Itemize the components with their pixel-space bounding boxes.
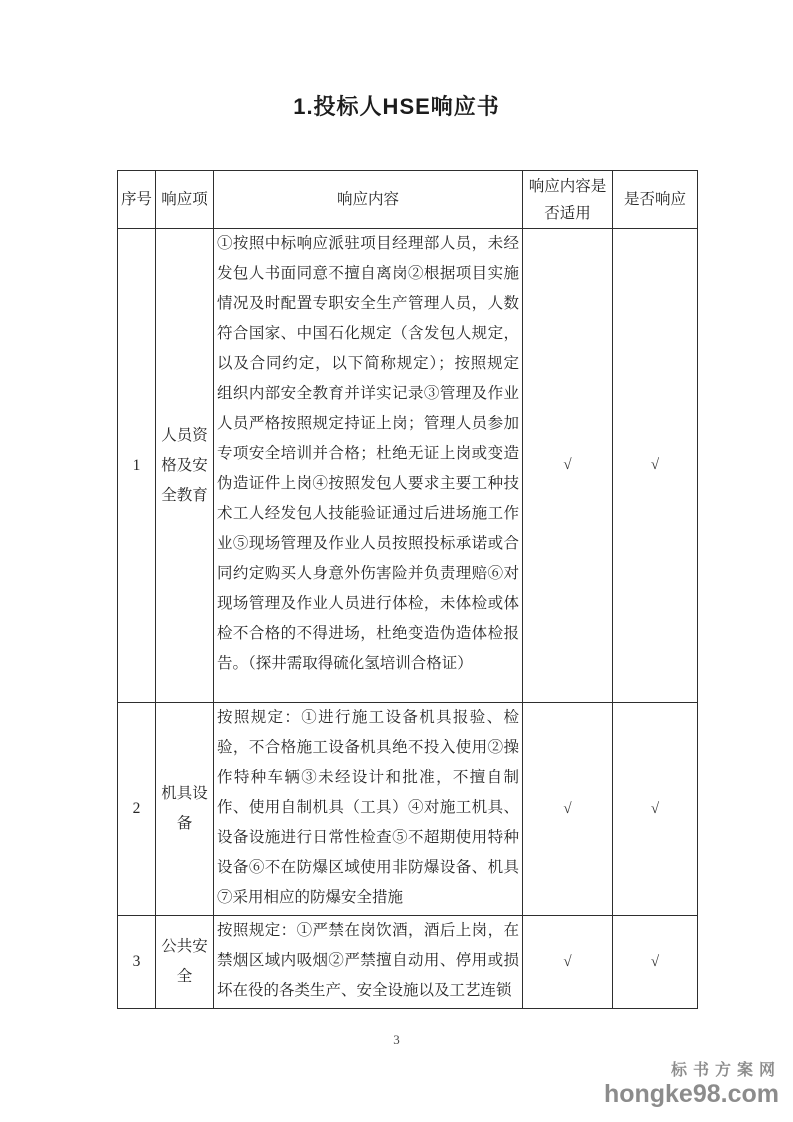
applicable-checkmark: √ xyxy=(523,916,613,1009)
header-response-content: 响应内容 xyxy=(214,171,523,229)
responded-checkmark: √ xyxy=(613,229,698,703)
header-serial-number: 序号 xyxy=(118,171,156,229)
table-header-row xyxy=(118,171,698,229)
response-content-text: 按照规定：①严禁在岗饮酒，酒后上岗，在禁烟区域内吸烟②严禁擅自动用、停用或损坏在役的各类生产、安全设施以及工艺连锁 xyxy=(214,916,523,1009)
header-whether-responded: 是否响应 xyxy=(613,171,698,229)
table-row xyxy=(118,916,698,1009)
response-content-text: ①按照中标响应派驻项目经理部人员，未经发包人书面同意不擅自离岗②根据项目实施情况及时配置专职安全生产管理人员，人数符合国家、中国石化规定（含发包人规定，以及合同约定，以下简称规定）；按照规定组织内部安全教育并详实记录③管理及作业人员严格按照规定持证上岗；管理人员参加专项安全培训并合格；杜绝无证上岗或变造伪造证件上岗④按照发包人要求主要工种技术工人经发包人技能验证通过后进场施工作业⑤现场管理及作业人员按照投标承诺或合同约定购买人身意外伤害险并负责理赔⑥对现场管理及作业人员进行体检，未体检或体检不合格的不得进场，杜绝变造伪造体检报告。（探井需取得硫化氢培训合格证） xyxy=(214,229,523,703)
page-number: 3 xyxy=(393,1032,400,1047)
row-number: 1 xyxy=(118,229,156,703)
row-number: 2 xyxy=(118,703,156,916)
watermark xyxy=(604,1062,779,1109)
applicable-checkmark: √ xyxy=(523,703,613,916)
watermark-site-url: hongke98.com xyxy=(603,1080,779,1109)
responded-checkmark: √ xyxy=(613,703,698,916)
header-content-applicable: 响应内容是否适用 xyxy=(523,171,613,229)
document-title: 1.投标人HSE响应书 xyxy=(293,94,500,119)
response-content-text: 按照规定：①进行施工设备机具报验、检验，不合格施工设备机具绝不投入使用②操作特种车辆③未经设计和批准，不擅自制作、使用自制机具（工具）④对施工机具、设备设施进行日常性检查⑤不超期使用特种设备⑥不在防爆区域使用非防爆设备、机具⑦采用相应的防爆安全措施 xyxy=(214,703,523,916)
row-number: 3 xyxy=(118,916,156,1009)
response-item-label: 公共安全 xyxy=(156,916,214,1009)
hse-response-table xyxy=(117,170,698,1009)
response-item-label: 人员资格及安全教育 xyxy=(156,229,214,703)
applicable-checkmark: √ xyxy=(523,229,613,703)
header-response-item: 响应项 xyxy=(156,171,214,229)
response-item-label: 机具设备 xyxy=(156,703,214,916)
table-row xyxy=(118,229,698,703)
table-row xyxy=(118,703,698,916)
responded-checkmark: √ xyxy=(613,916,698,1009)
watermark-site-name: 标书方案网 xyxy=(670,1062,781,1079)
